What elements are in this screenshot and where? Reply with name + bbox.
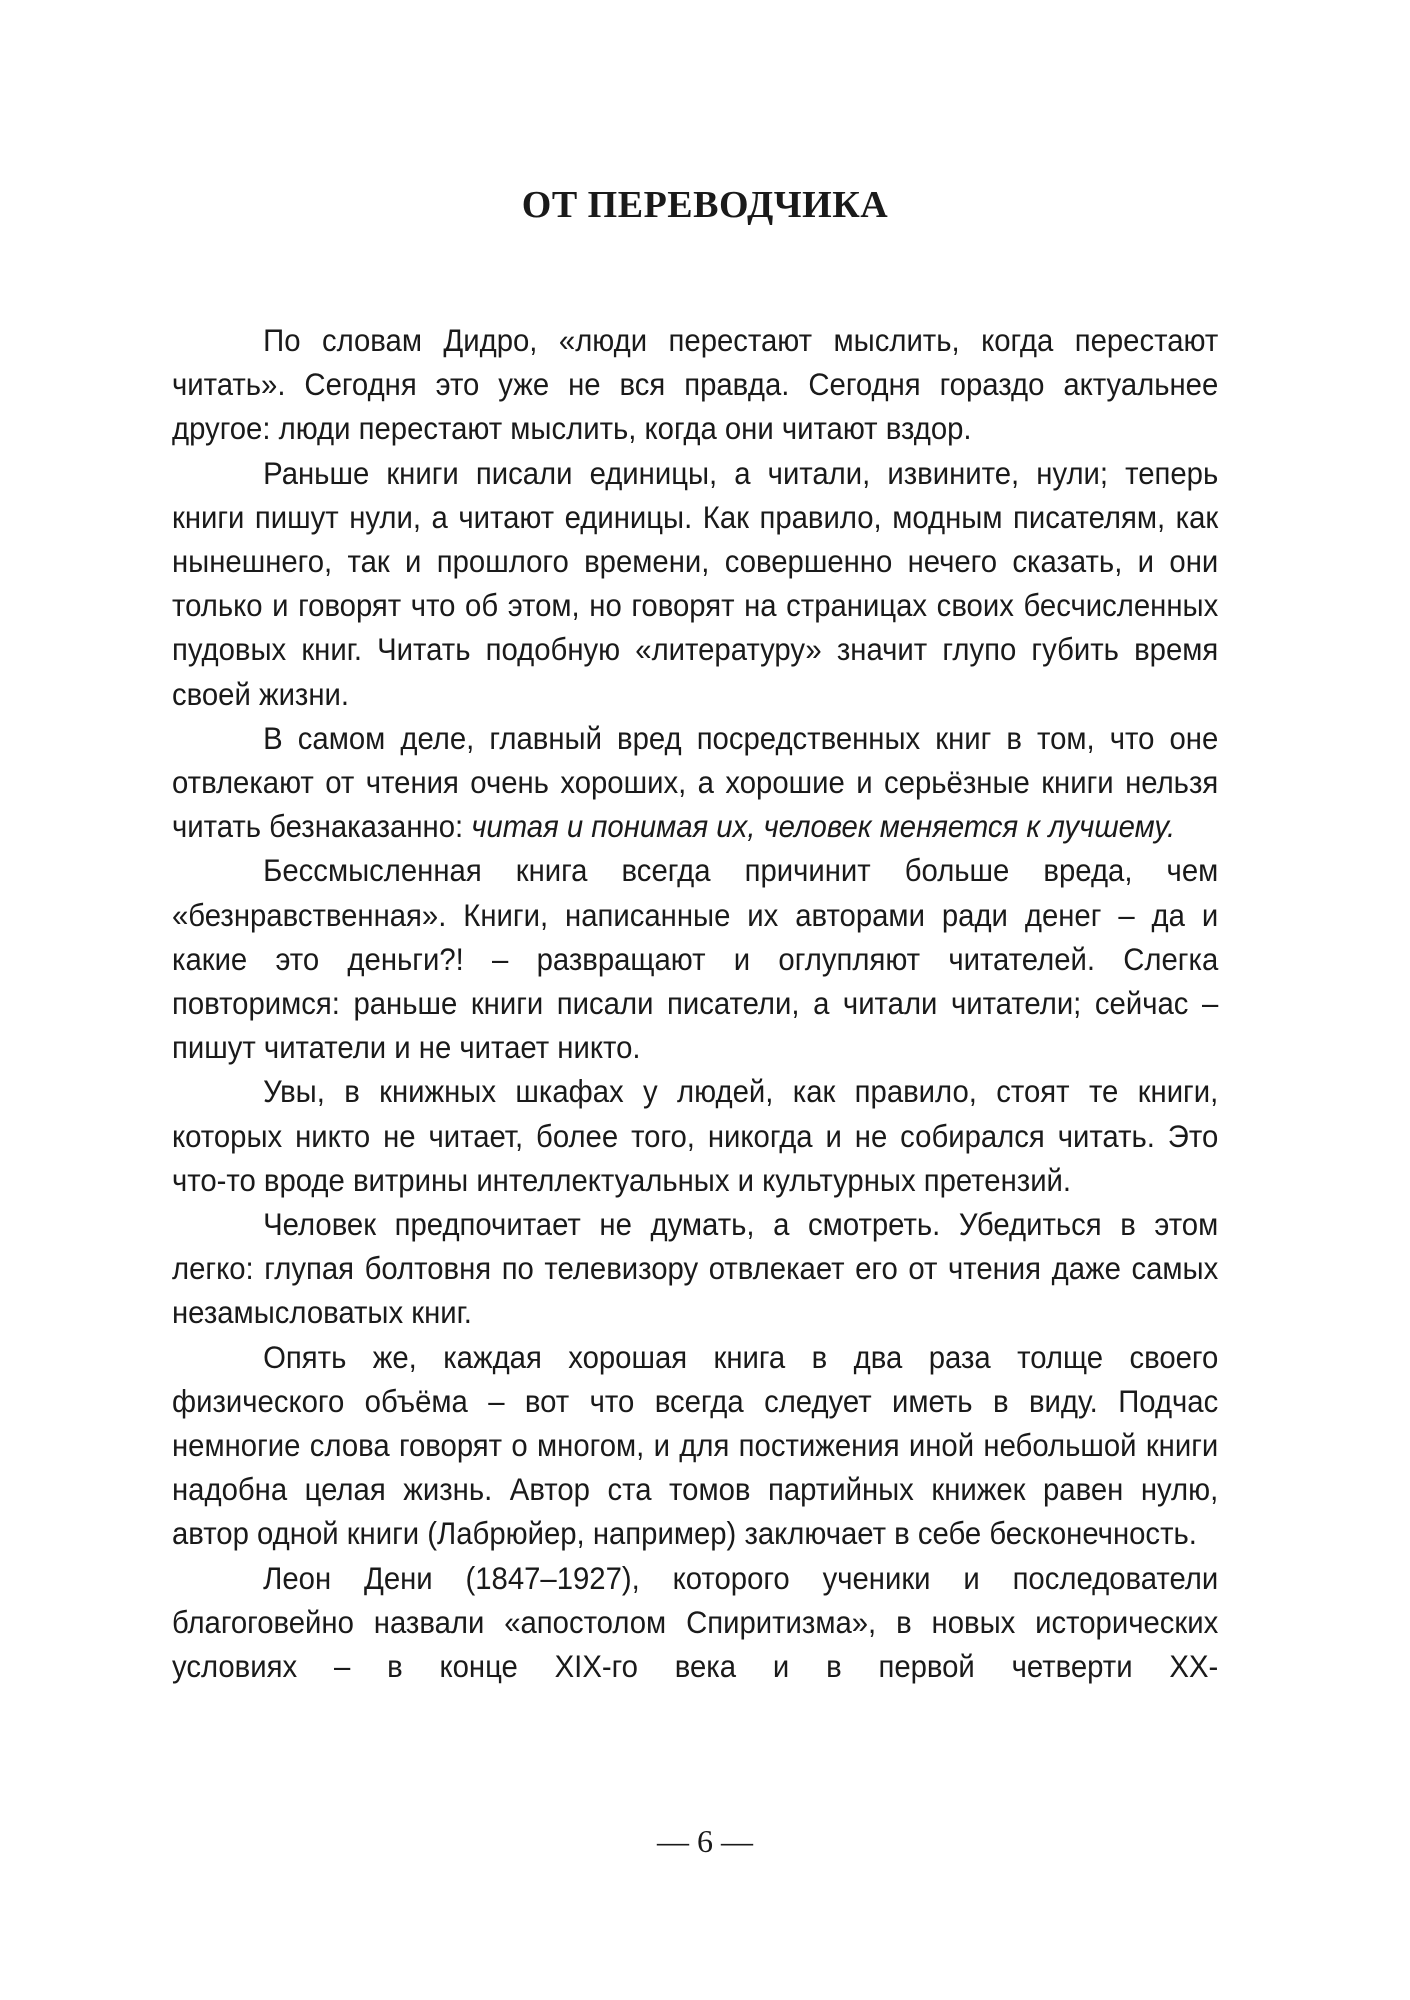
body-text	[172, 318, 1218, 1688]
paragraph	[172, 318, 1218, 451]
paragraph-text: Бессмысленная книга всегда причинит больше вреда, чем «безнравственная». Книги, написанные их авторами ради денег – да и какие это деньги?! – развращают и оглупляют читателей. Слегка повторимся: раньше книги писали писатели, а читали читатели; сейчас – пишут читатели и не читает никто.	[172, 852, 1219, 1066]
paragraph-text: Человек предпочитает не думать, а смотреть. Убедиться в этом легко: глупая болтовня по телевизору отвлекает его от чтения даже самых незамысловатых книг.	[172, 1206, 1219, 1331]
paragraph-text: По словам Дидро, «люди перестают мыслить, когда перестают читать». Сегодня это уже не вся правда. Сегодня гораздо актуальнее другое: люди перестают мыслить, когда они читают вздор.	[172, 322, 1219, 447]
paragraph	[172, 848, 1218, 1069]
paragraph	[172, 451, 1218, 716]
paragraph	[172, 1202, 1218, 1335]
paragraph-text: Опять же, каждая хорошая книга в два раза толще своего физического объёма – вот что всегда следует иметь в виду. Подчас немногие слова говорят о многом, и для постижения иной небольшой книги надобна целая жизнь. Автор ста томов партийных книжек равен нулю, автор одной книги (Лабрюйер, например) заключает в себе бесконечность.	[172, 1338, 1219, 1552]
paragraph	[172, 716, 1218, 849]
paragraph-text: Увы, в книжных шкафах у людей, как правило, стоят те книги, которых никто не читает, более того, никогда и не собирался читать. Это что-то вроде витрины интеллектуальных и культурных претензий.	[172, 1073, 1219, 1198]
italic-emphasis: читая и понимая их, человек меняется к лучшему.	[471, 808, 1176, 845]
paragraph-text: Раньше книги писали единицы, а читали, извините, нули; теперь книги пишут нули, а читают единицы. Как правило, модным писателям, как нынешнего, так и прошлого времени, совершенно нечего сказать, и они только и говорят что об этом, но говорят на страницах своих бесчисленных пудовых книг. Читать подобную «литературу» значит глупо губить время своей жизни.	[172, 454, 1219, 712]
paragraph-text: В самом деле, главный вред посредственных книг в том, что оне отвлекают от чтения очень хороших, а хорошие и серьёзные книги нельзя читать безнаказанно:	[172, 719, 1219, 845]
paragraph	[172, 1556, 1218, 1689]
paragraph	[172, 1335, 1218, 1556]
paragraph	[172, 1069, 1218, 1202]
page-number: — 6 —	[657, 1823, 753, 1859]
chapter-title: ОТ ПЕРЕВОДЧИКА	[521, 184, 889, 226]
paragraph-text: Леон Дени (1847–1927), которого ученики и последователи благоговейно назвали «апостолом Спиритизма», в новых исторических условиях – в конце XIX-го века и в первой четверти XX-	[172, 1559, 1219, 1685]
